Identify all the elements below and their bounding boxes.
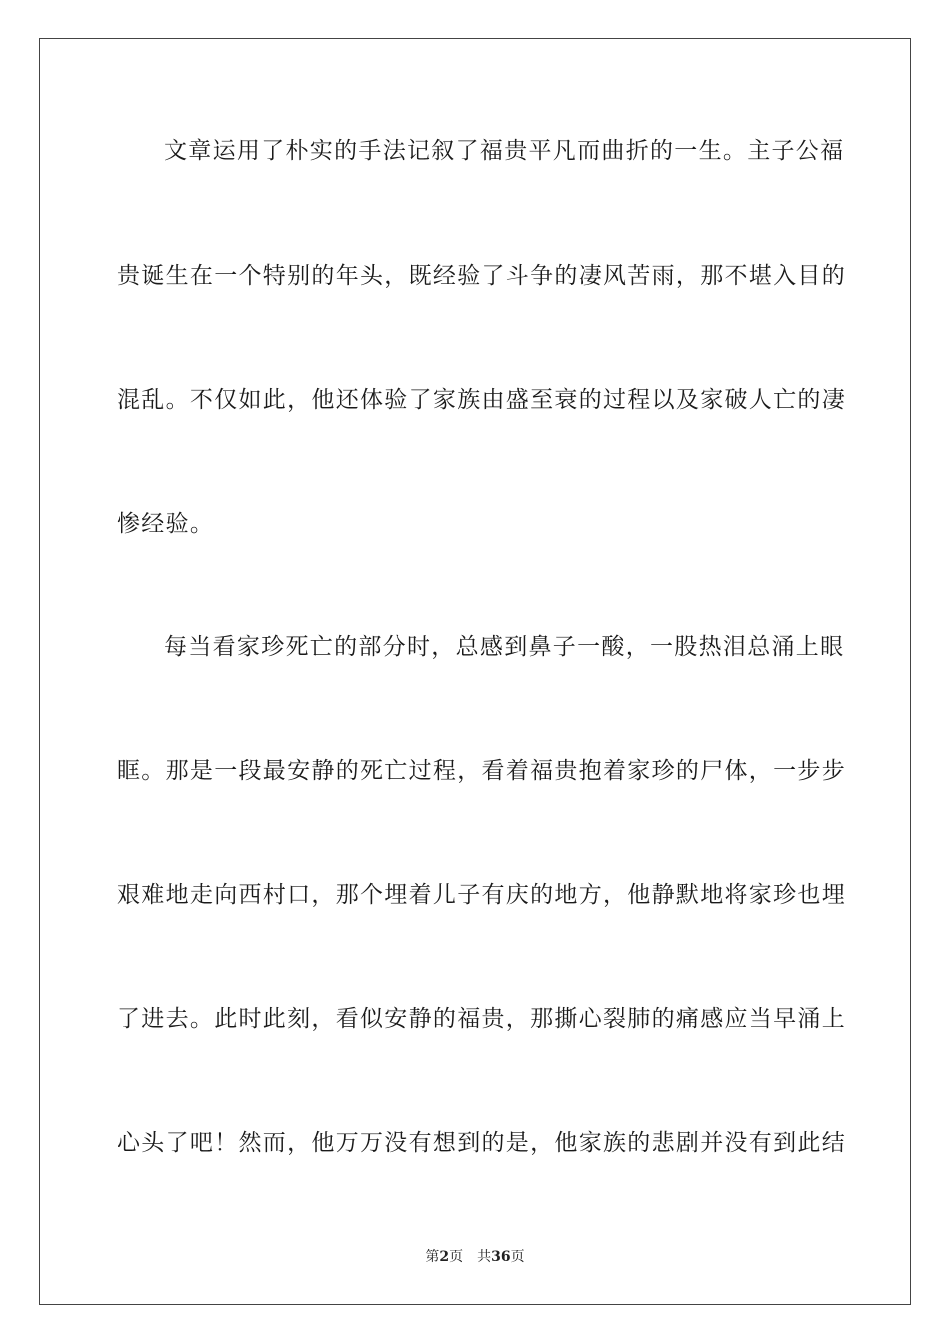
- paragraph-2-line-5: 心头了吧！然而，他万万没有想到的是，他家族的悲剧并没有到此结: [117, 1130, 846, 1156]
- paragraph-1-line-3: 混乱。不仅如此，他还体验了家族由盛至衰的过程以及家破人亡的凄: [117, 387, 846, 413]
- total-prefix: 共: [477, 1249, 492, 1265]
- page-footer: [0, 1248, 950, 1266]
- page-frame: [39, 38, 911, 1305]
- paragraph-2-line-2: 眶。那是一段最安静的死亡过程，看着福贵抱着家珍的尸体，一步步: [117, 758, 846, 784]
- page-number: 2: [439, 1249, 450, 1265]
- paragraph-2-line-3: 艰难地走向西村口，那个埋着儿子有庆的地方，他静默地将家珍也埋: [117, 882, 846, 908]
- total-suffix: 页: [510, 1249, 525, 1265]
- paragraph-2-line-4: 了进去。此时此刻，看似安静的福贵，那撕心裂肺的痛感应当早涌上: [117, 1006, 846, 1032]
- paragraph-1-line-2: 贵诞生在一个特别的年头，既经验了斗争的凄风苦雨，那不堪入目的: [117, 263, 846, 289]
- total-pages: 36: [491, 1249, 511, 1265]
- page-prefix: 第: [425, 1249, 440, 1265]
- paragraph-1-line-1: 文章运用了朴实的手法记叙了福贵平凡而曲折的一生。主子公福: [164, 138, 845, 164]
- page-suffix: 页: [449, 1249, 464, 1265]
- paragraph-2-line-1: 每当看家珍死亡的部分时，总感到鼻子一酸，一股热泪总涌上眼: [164, 634, 845, 660]
- paragraph-1-line-4: 惨经验。: [117, 511, 215, 537]
